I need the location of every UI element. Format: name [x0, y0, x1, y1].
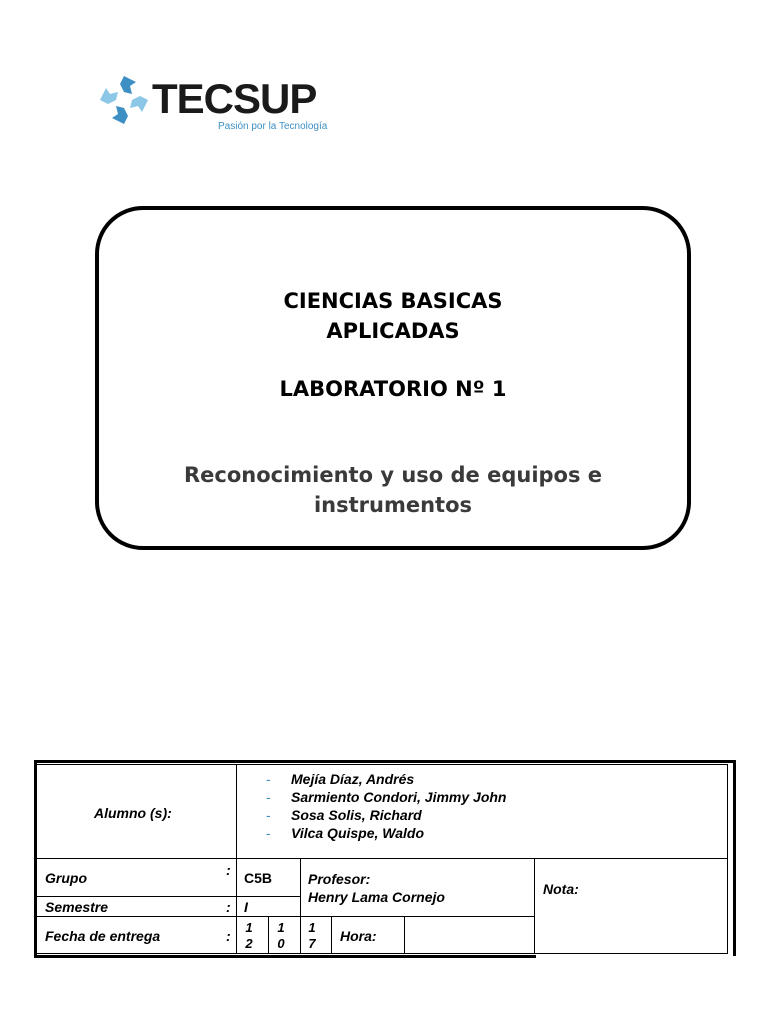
professor-name: Henry Lama Cornejo	[308, 889, 445, 905]
student-name: Mejía Díaz, Andrés	[291, 771, 415, 787]
cover-title-box	[95, 206, 691, 550]
brand-tagline: Pasión por la Tecnología	[218, 121, 328, 132]
student-item	[266, 824, 506, 842]
grade-label: Nota:	[543, 881, 579, 897]
date-day-digit: 2	[245, 936, 253, 951]
col-divider-year	[331, 916, 332, 954]
col-divider-values	[300, 858, 301, 954]
group-value: C5B	[244, 870, 273, 886]
date-label: Fecha de entrega	[45, 928, 161, 944]
student-name: Sosa Solis, Richard	[291, 807, 422, 823]
table-right-border	[733, 760, 736, 956]
lab-topic-line1: Reconocimiento y uso de equipos e	[183, 463, 603, 487]
list-dash: -	[266, 825, 271, 841]
course-title-line1: CIENCIAS BASICAS	[283, 289, 503, 313]
group-colon: :	[226, 862, 231, 878]
student-name: Sarmiento Condori, Jimmy John	[291, 789, 507, 805]
semester-value: I	[244, 899, 248, 915]
date-month-digit: 1	[277, 920, 285, 935]
table-top-border	[34, 760, 736, 763]
semester-colon: :	[226, 899, 231, 915]
table-left-border	[34, 760, 37, 958]
list-dash: -	[266, 789, 271, 805]
semester-label: Semestre	[45, 899, 109, 915]
tecsup-swirl-icon	[96, 72, 152, 128]
time-label: Hora:	[340, 928, 377, 944]
course-title-line2: APLICADAS	[326, 319, 460, 343]
col-divider-label	[236, 764, 237, 954]
row-divider-group	[37, 896, 300, 897]
brand-name: TECSUP	[152, 75, 317, 122]
student-item	[266, 788, 506, 806]
professor-label: Profesor:	[308, 871, 371, 887]
date-colon: :	[226, 928, 231, 944]
table-bottom-border	[34, 955, 536, 958]
student-item	[266, 806, 506, 824]
lab-topic-line2: instrumentos	[313, 493, 473, 517]
date-year-digit: 7	[308, 936, 316, 951]
tecsup-logo	[96, 72, 336, 136]
course-title	[99, 286, 687, 346]
students-label: Alumno (s):	[94, 805, 172, 821]
row-divider-professor	[300, 916, 534, 917]
row-divider-semester	[37, 916, 300, 917]
col-divider-day	[268, 916, 269, 954]
list-dash: -	[266, 771, 271, 787]
students-list	[266, 770, 506, 842]
lab-title: LABORATORIO Nº 1	[279, 377, 507, 401]
list-dash: -	[266, 807, 271, 823]
date-day-digit: 1	[245, 920, 253, 935]
student-name: Vilca Quispe, Waldo	[291, 825, 425, 841]
col-divider-grade	[534, 858, 535, 954]
date-year-digit: 1	[308, 920, 316, 935]
student-item	[266, 770, 506, 788]
lab-topic	[99, 460, 687, 520]
row-divider-students	[37, 858, 728, 859]
group-label: Grupo	[45, 870, 87, 886]
date-month-digit: 0	[277, 936, 285, 951]
col-divider-time	[404, 916, 405, 954]
